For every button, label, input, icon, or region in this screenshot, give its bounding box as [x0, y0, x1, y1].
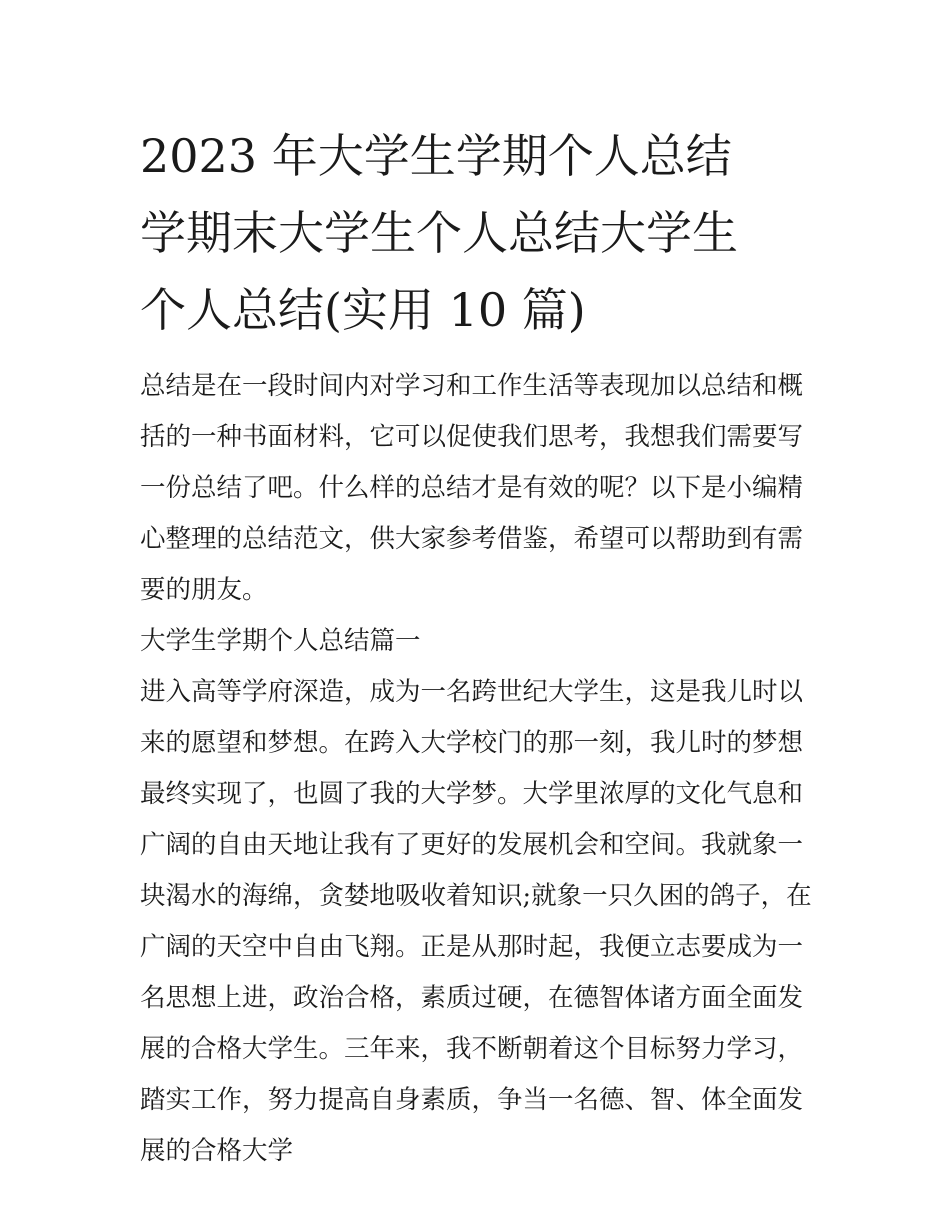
section-heading: 大学生学期个人总结篇一 — [140, 626, 421, 656]
title-line-3: 个人总结(实用 10 篇) — [140, 283, 586, 337]
intro-paragraph: 总结是在一段时间内对学习和工作生活等表现加以总结和概括的一种书面材料，它可以促使我们思考，我想我们需要写一份总结了吧。什么样的总结才是有效的呢？以下是小编精心整理的总结范文，供大家参考借鉴，希望可以帮助到有需要的朋友。 — [140, 371, 804, 605]
document-title — [140, 118, 820, 349]
title-line-1: 2023 年大学生学期个人总结 — [140, 129, 732, 183]
document-content — [140, 118, 820, 1177]
title-line-2: 学期末大学生个人总结大学生 — [140, 206, 738, 260]
section-body-paragraph: 进入高等学府深造，成为一名跨世纪大学生，这是我儿时以来的愿望和梦想。在跨入大学校门的那一刻，我儿时的梦想最终实现了，也圆了我的大学梦。大学里浓厚的文化气息和广阔的自由天地让我有了更好的发展机会和空间。我就象一块渴水的海绵，贪婪地吸收着知识;就象一只久困的鸽子，在广阔的天空中自由飞翔。正是从那时起，我便立志要成为一名思想上进，政治合格，素质过硬，在德智体诸方面全面发展的合格大学生。三年来，我不断朝着这个目标努力学习，踏实工作，努力提高自身素质，争当一名德、智、体全面发展的合格大学 — [140, 677, 812, 1166]
